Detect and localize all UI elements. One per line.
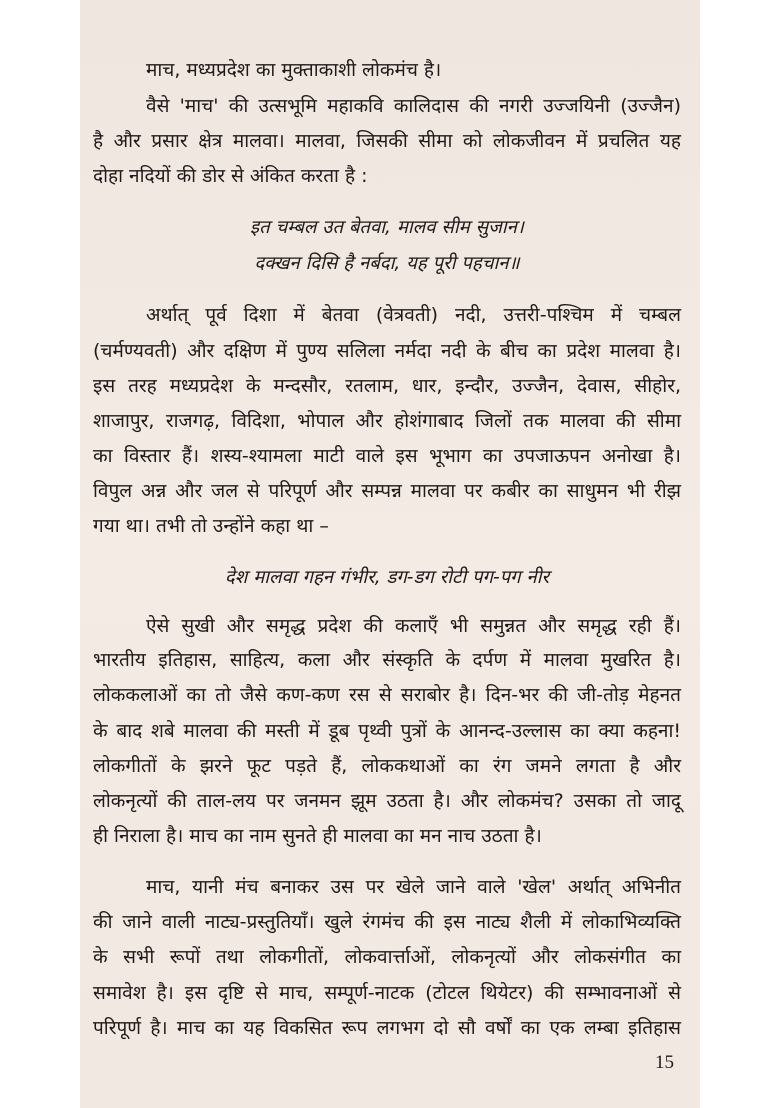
text-line: वैसे 'माच' की उत्सभूमि महाकवि कालिदास की नगरी उज्जयिनी (उज्जैन) [146, 95, 681, 117]
text-line: लोकगीतों के झरने फूट पड़ते हैं, लोककथाओं का रंग जमने लगता है और [93, 755, 681, 777]
text-line: गया था। तभी तो उन्होंने कहा था – [93, 515, 329, 537]
text-line: के सभी रूपों तथा लोकगीतों, लोकवार्त्ताओं, लोकनृत्यों और लोकसंगीत का [93, 946, 681, 968]
text-line: इस तरह मध्यप्रदेश के मन्दसौर, रतलाम, धार, इन्दौर, उज्जैन, देवास, सीहोर, [93, 375, 681, 397]
text-line: भारतीय इतिहास, साहित्य, कला और संस्कृति के दर्पण में मालवा मुखरित है। [93, 649, 681, 671]
verse-line: देश मालवा गहन गंभीर, डग-डग रोटी पग-पग नीर [224, 567, 550, 588]
text-line: है और प्रसार क्षेत्र मालवा। मालवा, जिसकी सीमा को लोकजीवन में प्रचलित यह [93, 130, 681, 152]
page-number: 15 [655, 1052, 674, 1073]
verse-line: इत चम्बल उत बेतवा, मालव सीम सुजान। [250, 217, 524, 238]
text-line: ही निराला है। माच का नाम सुनते ही मालवा का मन नाच उठता है। [93, 825, 542, 847]
text-line: समावेश है। इस दृष्टि से माच, सम्पूर्ण-नाटक (टोटल थियेटर) की सम्भावनाओं से [93, 982, 681, 1004]
text-line: लोकनृत्यों की ताल-लय पर जनमन झूम उठता है। और लोकमंच? उसका तो जादू [93, 790, 681, 812]
text-line: के बाद शबे मालवा की मस्ती में डूब पृथ्वी पुत्रों के आनन्द-उल्लास का क्या कहना! [93, 720, 681, 742]
text-line: परिपूर्ण है। माच का यह विकसित रूप लगभग दो सौ वर्षों का एक लम्बा इतिहास [93, 1017, 681, 1039]
text-line: शाजापुर, राजगढ़, विदिशा, भोपाल और होशंगाबाद जिलों तक मालवा की सीमा [93, 410, 681, 432]
text-line: का विस्तार हैं। शस्य-श्यामला माटी वाले इस भूभाग का उपजाऊपन अनोखा है। [93, 445, 681, 467]
text-line: विपुल अन्न और जल से परिपूर्ण और सम्पन्न मालवा पर कबीर का साधुमन भी रीझ [93, 480, 681, 502]
text-line: की जाने वाली नाट्य-प्रस्तुतियाँ। खुले रंगमंच की इस नाट्य शैली में लोकाभिव्यक्ति [93, 911, 681, 933]
text-line: माच, यानी मंच बनाकर उस पर खेले जाने वाले 'खेल' अर्थात् अभिनीत [146, 876, 681, 898]
text-line: दोहा नदियों की डोर से अंकित करता है : [93, 165, 368, 187]
text-line: अर्थात् पूर्व दिशा में बेतवा (वेत्रवती) नदी, उत्तरी-पश्चिम में चम्बल [146, 304, 681, 326]
text-line: लोककलाओं का तो जैसे कण-कण रस से सराबोर है। दिन-भर की जी-तोड़ मेहनत [93, 684, 681, 706]
text-line: माच, मध्यप्रदेश का मुक्ताकाशी लोकमंच है। [146, 59, 442, 81]
text-line: ऐसे सुखी और समृद्ध प्रदेश की कलाएँ भी समुन्नत और समृद्ध रही हैं। [146, 615, 681, 637]
verse-line: दक्खन दिसि है नर्बदा, यह पूरी पहचान॥ [254, 253, 520, 274]
text-line: (चर्मण्यवती) और दक्षिण में पुण्य सलिला नर्मदा नदी के बीच का प्रदेश मालवा है। [93, 340, 681, 362]
